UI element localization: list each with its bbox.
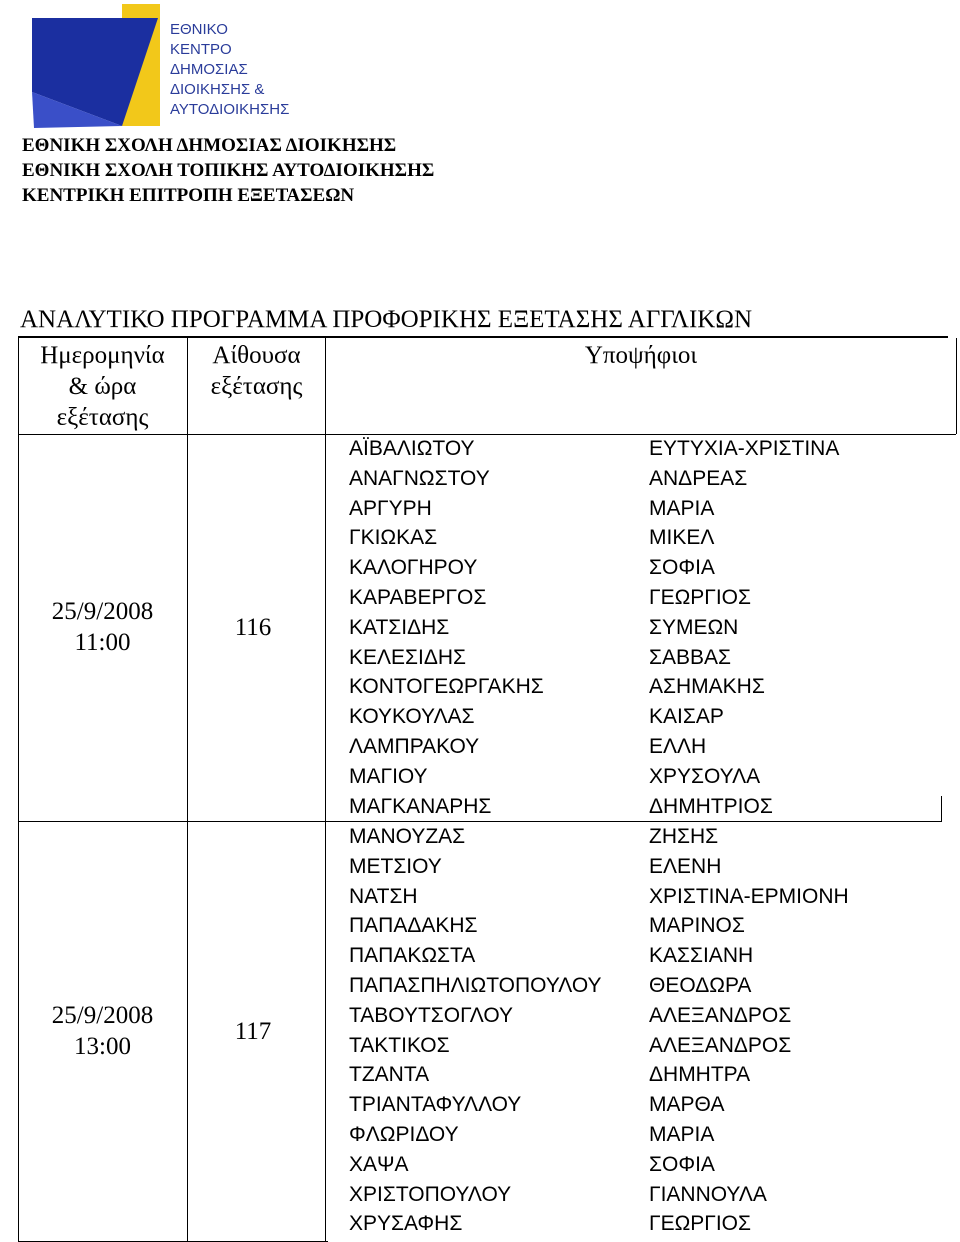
candidate-first-name: ΕΛΛΗ bbox=[649, 735, 707, 758]
candidate-first-name: ΧΡΙΣΤΙΝΑ-ΕΡΜΙΟΝΗ bbox=[649, 884, 849, 908]
candidate-first-name: ΚΑΣΣΙΑΝΗ bbox=[649, 944, 754, 968]
candidate-first-name: ΣΟΦΙΑ bbox=[649, 556, 715, 580]
candidate-last-name: ΧΡΥΣΑΦΗΣ bbox=[349, 1212, 463, 1236]
organization-line: ΚΕΝΤΡΙΚΗ ΕΠΙΤΡΟΠΗ ΕΞΕΤΑΣΕΩΝ bbox=[22, 185, 355, 206]
candidate-first-name: ΣΥΜΕΩΝ bbox=[649, 615, 739, 639]
candidate-first-name: ΑΛΕΞΑΝΔΡΟΣ bbox=[649, 1033, 792, 1057]
candidate-last-name: ΦΛΩΡΙΔΟΥ bbox=[349, 1123, 459, 1146]
candidate-first-name: ΕΛΕΝΗ bbox=[649, 854, 722, 878]
candidate-last-name: ΑΝΑΓΝΩΣΤΟΥ bbox=[349, 466, 490, 490]
candidate-first-name: ΜΙΚΕΛ bbox=[649, 526, 715, 550]
logo-line: ΔΗΜΟΣΙΑΣ bbox=[170, 61, 248, 78]
exam-date: 25/9/2008 bbox=[51, 598, 154, 625]
exam-room: 116 bbox=[234, 614, 272, 641]
candidate-last-name: ΚΟΝΤΟΓΕΩΡΓΑΚΗΣ bbox=[349, 675, 544, 699]
candidate-first-name: ΓΙΑΝΝΟΥΛΑ bbox=[649, 1182, 767, 1206]
candidate-last-name: ΜΑΓΚΑΝΑΡΗΣ bbox=[349, 794, 492, 818]
logo-line: ΚΕΝΤΡΟ bbox=[170, 41, 232, 58]
candidate-last-name: ΠΑΠΑΚΩΣΤΑ bbox=[349, 944, 476, 968]
candidate-first-name: ΣΑΒΒΑΣ bbox=[649, 645, 731, 669]
candidate-first-name: ΑΛΕΞΑΝΔΡΟΣ bbox=[649, 1003, 792, 1027]
logo-line: ΕΘΝΙΚΟ bbox=[170, 21, 228, 38]
organization-line: ΕΘΝΙΚΗ ΣΧΟΛΗ ΔΗΜΟΣΙΑΣ ΔΙΟΙΚΗΣΗΣ bbox=[22, 135, 397, 156]
logo-line: ΑΥΤΟΔΙΟΙΚΗΣΗΣ bbox=[170, 101, 290, 118]
candidate-first-name: ΔΗΜΗΤΡΙΟΣ bbox=[649, 794, 773, 818]
candidate-last-name: ΚΕΛΕΣΙΔΗΣ bbox=[349, 645, 467, 669]
candidate-first-name: ΑΝΔΡΕΑΣ bbox=[649, 466, 748, 490]
column-divider bbox=[325, 338, 326, 1242]
candidate-first-name: ΚΑΙΣΑΡ bbox=[649, 705, 724, 729]
exam-datetime bbox=[18, 596, 187, 658]
candidate-last-name: ΤΡΙΑΝΤΑΦΥΛΛΟΥ bbox=[349, 1093, 522, 1117]
header-candidates: Υποψήφιοι bbox=[584, 342, 698, 369]
candidate-last-name: ΑΪΒΑΛΙΩΤΟΥ bbox=[349, 437, 475, 460]
candidate-last-name: ΛΑΜΠΡΑΚΟΥ bbox=[349, 735, 480, 758]
candidate-last-name: ΠΑΠΑΣΠΗΛΙΩΤΟΠΟΥΛΟΥ bbox=[349, 974, 602, 997]
candidate-last-name: ΤΑΒΟΥΤΣΟΓΛΟΥ bbox=[349, 1003, 513, 1027]
candidate-first-name: ΜΑΡΙΝΟΣ bbox=[649, 914, 745, 938]
candidate-last-name: ΚΟΥΚΟΥΛΑΣ bbox=[349, 705, 475, 729]
header-line: εξέτασης bbox=[210, 373, 303, 400]
candidate-last-name: ΤΑΚΤΙΚΟΣ bbox=[349, 1033, 450, 1057]
exam-datetime bbox=[18, 1000, 187, 1062]
candidate-last-name: ΚΑΛΟΓΗΡΟΥ bbox=[349, 556, 478, 580]
candidate-first-name: ΘΕΟΔΩΡΑ bbox=[649, 974, 752, 997]
exam-date: 25/9/2008 bbox=[51, 1002, 154, 1029]
table-border bbox=[941, 796, 942, 822]
candidate-first-name: ΔΗΜΗΤΡΑ bbox=[649, 1063, 751, 1087]
document-title: ΑΝΑΛΥΤΙΚΟ ΠΡΟΓΡΑΜΜΑ ΠΡΟΦΟΡΙΚΗΣ ΕΞΕΤΑΣΗΣ ΑΓΓΛΙΚΩΝ bbox=[20, 306, 752, 333]
title-underline bbox=[18, 336, 948, 338]
candidate-first-name: ΜΑΡΙΑ bbox=[649, 496, 715, 520]
exam-time: 13:00 bbox=[74, 1033, 131, 1060]
table-border bbox=[18, 338, 19, 1242]
header-line: Αίθουσα bbox=[212, 342, 301, 369]
candidate-last-name: ΤΖΑΝΤΑ bbox=[349, 1063, 430, 1087]
candidate-last-name: ΑΡΓΥΡΗ bbox=[349, 496, 432, 520]
candidate-last-name: ΜΕΤΣΙΟΥ bbox=[349, 854, 442, 878]
candidate-last-name: ΧΡΙΣΤΟΠΟΥΛΟΥ bbox=[349, 1182, 512, 1206]
candidate-first-name: ΧΡΥΣΟΥΛΑ bbox=[649, 764, 761, 788]
candidate-first-name: ΜΑΡΘΑ bbox=[649, 1093, 725, 1117]
candidate-last-name: ΚΑΤΣΙΔΗΣ bbox=[349, 615, 450, 639]
header-line: εξέτασης bbox=[56, 404, 149, 431]
candidate-first-name: ΓΕΩΡΓΙΟΣ bbox=[649, 586, 751, 609]
candidate-last-name: ΧΑΨΑ bbox=[349, 1152, 409, 1176]
exam-time: 11:00 bbox=[74, 629, 131, 656]
candidate-last-name: ΚΑΡΑΒΕΡΓΟΣ bbox=[349, 586, 487, 609]
candidate-last-name: ΜΑΝΟΥΖΑΣ bbox=[349, 825, 466, 848]
exam-room: 117 bbox=[234, 1018, 272, 1045]
header-line: Ημερομηνία bbox=[40, 342, 165, 369]
table-border bbox=[956, 338, 957, 434]
candidate-first-name: ΖΗΣΗΣ bbox=[649, 825, 719, 848]
candidate-first-name: ΑΣΗΜΑΚΗΣ bbox=[649, 675, 765, 699]
column-divider bbox=[187, 338, 188, 1242]
institution-logo bbox=[10, 4, 310, 130]
header-room bbox=[188, 340, 325, 402]
candidate-first-name: ΕΥΤΥΧΙΑ-ΧΡΙΣΤΙΝΑ bbox=[649, 437, 840, 460]
candidate-last-name: ΠΑΠΑΔΑΚΗΣ bbox=[349, 914, 478, 938]
candidate-last-name: ΜΑΓΙΟΥ bbox=[349, 764, 428, 788]
logo-line: ΔΙΟΙΚΗΣΗΣ & bbox=[170, 81, 265, 98]
candidate-last-name: ΓΚΙΩΚΑΣ bbox=[349, 526, 438, 550]
header-line: & ώρα bbox=[68, 373, 137, 400]
candidate-first-name: ΜΑΡΙΑ bbox=[649, 1123, 715, 1146]
candidate-last-name: ΝΑΤΣΗ bbox=[349, 884, 418, 908]
candidate-first-name: ΣΟΦΙΑ bbox=[649, 1152, 715, 1176]
organization-line: ΕΘΝΙΚΗ ΣΧΟΛΗ ΤΟΠΙΚΗΣ ΑΥΤΟΔΙΟΙΚΗΣΗΣ bbox=[22, 160, 435, 181]
header-datetime bbox=[18, 340, 187, 433]
candidate-first-name: ΓΕΩΡΓΙΟΣ bbox=[649, 1212, 751, 1236]
